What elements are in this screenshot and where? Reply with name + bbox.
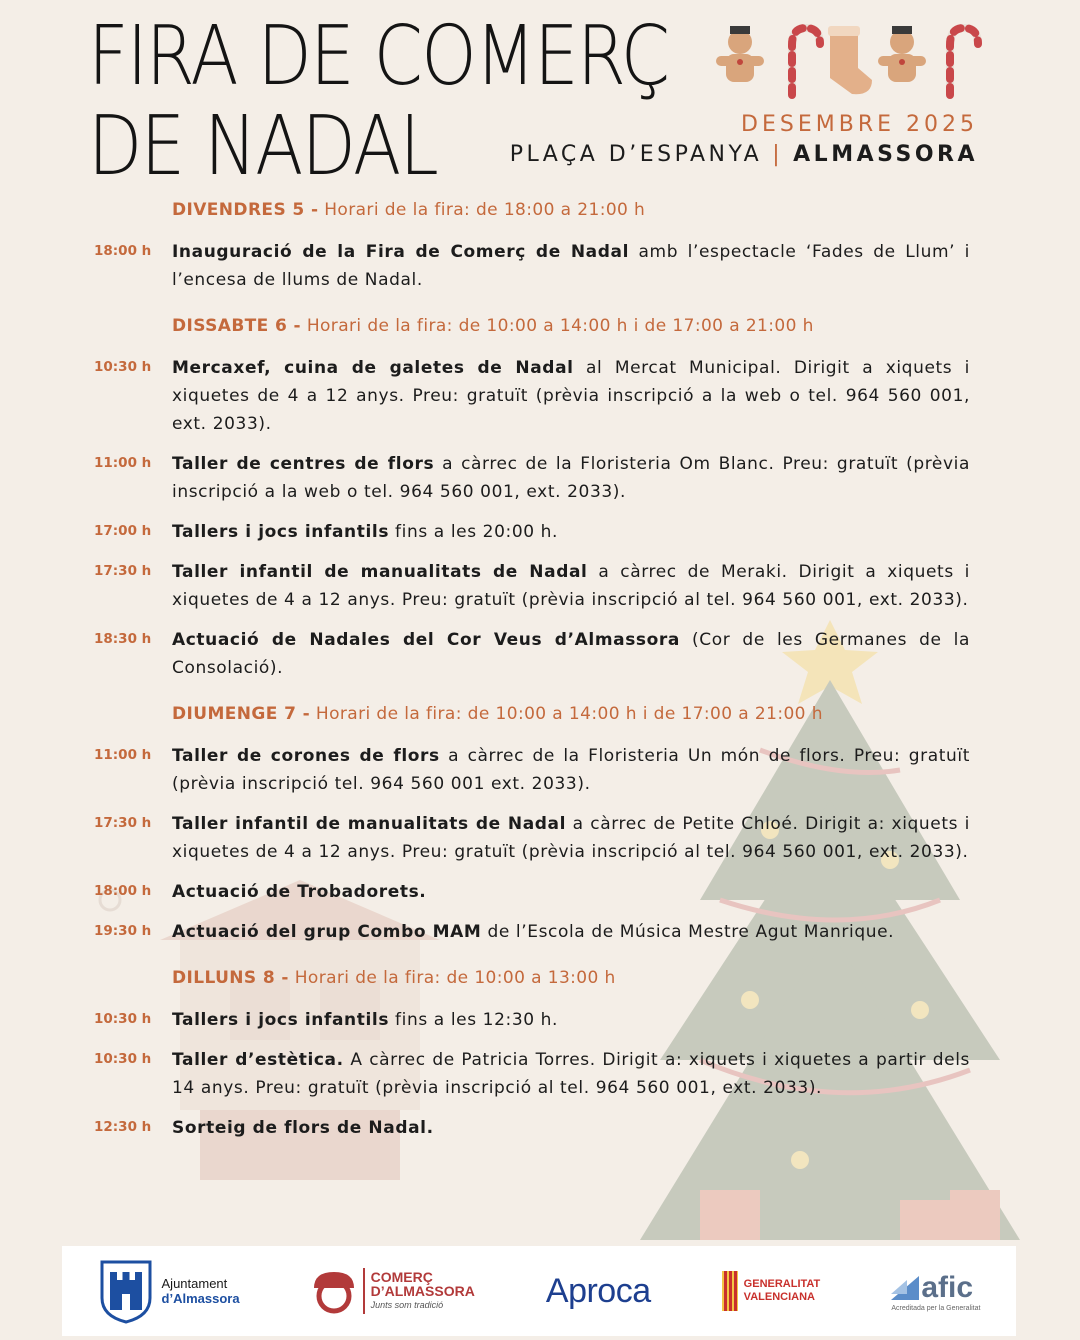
day-header [172, 316, 970, 336]
valenciana-label: VALENCIANA [743, 1291, 815, 1303]
day-name: DIVENDRES 5 - [172, 200, 319, 220]
event-description [172, 1046, 970, 1102]
event-description [172, 558, 970, 614]
day-header [172, 968, 970, 988]
aproca-wordmark: Aproca [545, 1271, 651, 1310]
event-details: A càrrec de Patricia Torres. Dirigit a: xiquets i xiquetes a partir dels 14 anys. Preu: gratuït (prèvia inscripció al tel. 964 560 001, ext. 2033). [172, 1050, 971, 1098]
day-hours: Horari de la fira: de 18:00 a 21:00 h [324, 200, 646, 220]
event-location [510, 142, 978, 167]
event-time: 17:00 h [94, 523, 152, 539]
afic-wordmark: afic [921, 1270, 974, 1304]
event-title: Taller de corones de flors [172, 746, 440, 766]
event-item [94, 558, 970, 614]
event-time: 11:00 h [94, 747, 152, 763]
event-item [94, 518, 970, 546]
day-name: DIUMENGE 7 - [172, 704, 311, 724]
day-section [94, 200, 970, 294]
event-description [172, 626, 970, 682]
event-title: Taller d’estètica. [172, 1050, 344, 1070]
program-schedule [94, 200, 970, 1154]
event-details: amb l’espectacle ‘Fades de Llum’ i l’encesa de llums de Nadal. [172, 242, 970, 290]
event-item [94, 1006, 970, 1034]
day-header [172, 200, 970, 220]
event-title: Actuació de Nadales del Cor Veus d’Almassora [172, 630, 680, 650]
location-separator: | [772, 142, 784, 167]
afic-subtitle: Acreditada per la Generalitat [891, 1304, 981, 1312]
sponsor-logos-bar [62, 1246, 1016, 1336]
event-time: 10:30 h [94, 359, 152, 375]
event-time: 17:30 h [94, 563, 152, 579]
day-section [94, 316, 970, 682]
event-date: DESEMBRE 2025 [741, 112, 978, 137]
event-time: 11:00 h [94, 455, 152, 471]
event-title: Actuació de Trobadorets. [172, 882, 427, 902]
event-description [172, 1114, 970, 1142]
event-title: Actuació del grup Combo MAM [172, 922, 482, 942]
event-item [94, 1114, 970, 1142]
event-title: Tallers i jocs infantils [172, 522, 390, 542]
event-time: 10:30 h [94, 1011, 152, 1027]
event-details: a càrrec de la Floristeria Om Blanc. Preu: gratuït (prèvia inscripció a la web o tel. 964 560 001, ext. 2033). [172, 454, 970, 502]
event-description [172, 918, 970, 946]
gingerbread-icon [878, 26, 926, 82]
event-item [94, 1046, 970, 1102]
event-item [94, 450, 970, 506]
event-time: 18:00 h [94, 883, 152, 899]
day-section [94, 704, 970, 946]
comerc-almassora-logo [311, 1268, 475, 1314]
event-item [94, 238, 970, 294]
event-description [172, 1006, 970, 1034]
generalitat-label: GENERALITAT [743, 1278, 821, 1290]
comerc-town: D’ALMASSORA [370, 1283, 475, 1299]
event-item [94, 626, 970, 682]
afic-symbol-icon [891, 1276, 919, 1300]
ajuntament-label: Ajuntament [161, 1276, 228, 1291]
ajuntament-town: d’Almassora [161, 1291, 240, 1306]
afic-logo [891, 1271, 980, 1312]
page-title: FIRA DE COMERÇ DE NADAL [88, 9, 669, 194]
event-title: Inauguració de la Fira de Comerç de Nadal [172, 242, 630, 262]
event-title: Mercaxef, cuina de galetes de Nadal [172, 358, 574, 378]
day-header [172, 704, 970, 724]
location-town: ALMASSORA [793, 142, 978, 167]
event-time: 17:30 h [94, 815, 152, 831]
event-details: a càrrec de la Floristeria Un món de flors. Preu: gratuït (prèvia inscripció tel. 964 560 001 ext. 2033). [172, 746, 970, 794]
day-hours: Horari de la fira: de 10:00 a 14:00 h i de 17:00 a 21:00 h [306, 316, 814, 336]
day-section [94, 968, 970, 1142]
shop-awning-icon [311, 1268, 357, 1314]
day-name: DISSABTE 6 - [172, 316, 302, 336]
event-time: 10:30 h [94, 1051, 152, 1067]
event-details: fins a les 20:00 h. [389, 522, 559, 542]
event-description [172, 742, 970, 798]
candy-cane-icon [950, 28, 978, 95]
event-description [172, 518, 970, 546]
gingerbread-decoration [712, 20, 992, 100]
event-time: 18:00 h [94, 243, 152, 259]
day-name: DILLUNS 8 - [172, 968, 289, 988]
event-title: Taller infantil de manualitats de Nadal [172, 562, 588, 582]
event-description [172, 354, 970, 438]
event-item [94, 810, 970, 866]
event-item [94, 918, 970, 946]
location-place: PLAÇA D’ESPANYA [509, 142, 763, 167]
logo-divider [363, 1268, 365, 1314]
event-title: Taller infantil de manualitats de Nadal [172, 814, 567, 834]
event-item [94, 878, 970, 906]
castle-shield-icon [98, 1258, 154, 1324]
gingerbread-icon [716, 26, 764, 82]
event-time: 19:30 h [94, 923, 152, 939]
event-details: (Cor de les Germanes de la Consolació). [172, 630, 970, 678]
comerc-tagline: Junts som tradició [370, 1300, 444, 1310]
event-details: fins a les 12:30 h. [389, 1010, 559, 1030]
event-title: Tallers i jocs infantils [172, 1010, 390, 1030]
stocking-icon [828, 26, 872, 94]
event-item [94, 354, 970, 438]
comerc-label: COMERÇ [370, 1269, 433, 1285]
event-item [94, 742, 970, 798]
generalitat-stripes-icon [722, 1271, 738, 1311]
event-details: de l’Escola de Música Mestre Agut Manrique. [481, 922, 895, 942]
candy-cane-icon [792, 28, 820, 95]
event-description [172, 810, 970, 866]
event-details: a càrrec de Meraki. Dirigit a xiquets i xiquetes de 4 a 12 anys. Preu: gratuït (prèvia inscripció al tel. 964 560 001, ext. 2033). [172, 562, 970, 610]
ajuntament-logo [98, 1258, 240, 1324]
event-time: 12:30 h [94, 1119, 152, 1135]
event-details: a càrrec de Petite Chloé. Dirigit a: xiquets i xiquetes de 4 a 12 anys. Preu: gratuït (prèvia inscripció al tel. 964 560 001, ext. 2033). [172, 814, 971, 862]
aproca-logo [546, 1272, 651, 1311]
event-description [172, 450, 970, 506]
event-title: Taller de centres de flors [172, 454, 435, 474]
generalitat-logo [722, 1271, 821, 1311]
event-details: al Mercat Municipal. Dirigit a xiquets i xiquetes de 4 a 12 anys. Preu: gratuït (prèvia inscripció a la web o tel. 964 560 001, ext. 2033). [172, 358, 971, 434]
event-description [172, 238, 970, 294]
event-title: Sorteig de flors de Nadal. [172, 1118, 434, 1138]
event-description [172, 878, 970, 906]
day-hours: Horari de la fira: de 10:00 a 14:00 h i de 17:00 a 21:00 h [315, 704, 823, 724]
day-hours: Horari de la fira: de 10:00 a 13:00 h [294, 968, 616, 988]
event-time: 18:30 h [94, 631, 152, 647]
